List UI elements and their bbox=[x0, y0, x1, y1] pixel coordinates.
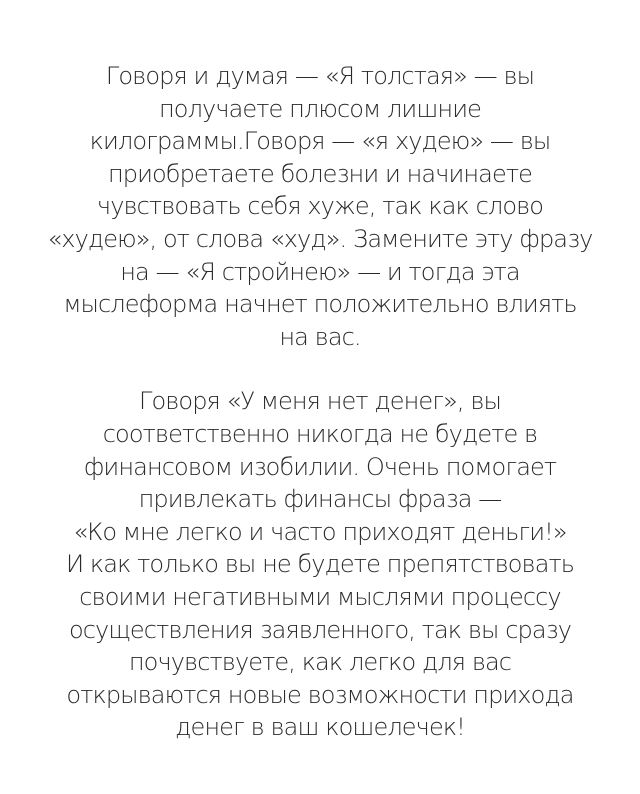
text-line: привлекать финансы фраза — bbox=[138, 485, 502, 514]
paragraph-money bbox=[40, 385, 600, 744]
text-line: получаете плюсом лишние bbox=[159, 94, 481, 123]
text-line: осуществления заявленного, так вы сразу bbox=[68, 615, 572, 644]
text-line: Говоря «У меня нет денег», вы bbox=[139, 387, 501, 416]
text-line: соответственно никогда не будете в bbox=[102, 419, 538, 448]
text-line: «Ко мне легко и часто приходят деньги!» bbox=[73, 517, 567, 546]
paragraph-weight-loss bbox=[40, 60, 600, 353]
text-line: почувствуете, как легко для вас bbox=[128, 648, 512, 677]
text-line: денег в ваш кошелечек! bbox=[175, 713, 465, 742]
text-content bbox=[40, 60, 600, 744]
text-line: финансовом изобилии. Очень помогает bbox=[83, 452, 557, 481]
text-line: на — «Я стройнею» — и тогда эта bbox=[120, 257, 520, 286]
text-line: килограммы.Говоря — «я худею» — вы bbox=[89, 127, 551, 156]
text-line: «худею», от слова «худ». Замените эту фразу bbox=[47, 224, 593, 253]
text-line: своими негативными мыслями процессу bbox=[79, 582, 561, 611]
text-line: открываются новые возможности прихода bbox=[66, 680, 574, 709]
text-line: мыслеформа начнет положительно влиять bbox=[63, 290, 577, 319]
text-line: Говоря и думая — «Я толстая» — вы bbox=[105, 62, 535, 90]
text-line: на вас. bbox=[279, 322, 361, 351]
text-line: И как только вы не будете препятствовать bbox=[65, 550, 575, 579]
text-line: чувствовать себя хуже, так как слово bbox=[96, 192, 544, 221]
text-line: приобретаете болезни и начинаете bbox=[107, 159, 532, 188]
